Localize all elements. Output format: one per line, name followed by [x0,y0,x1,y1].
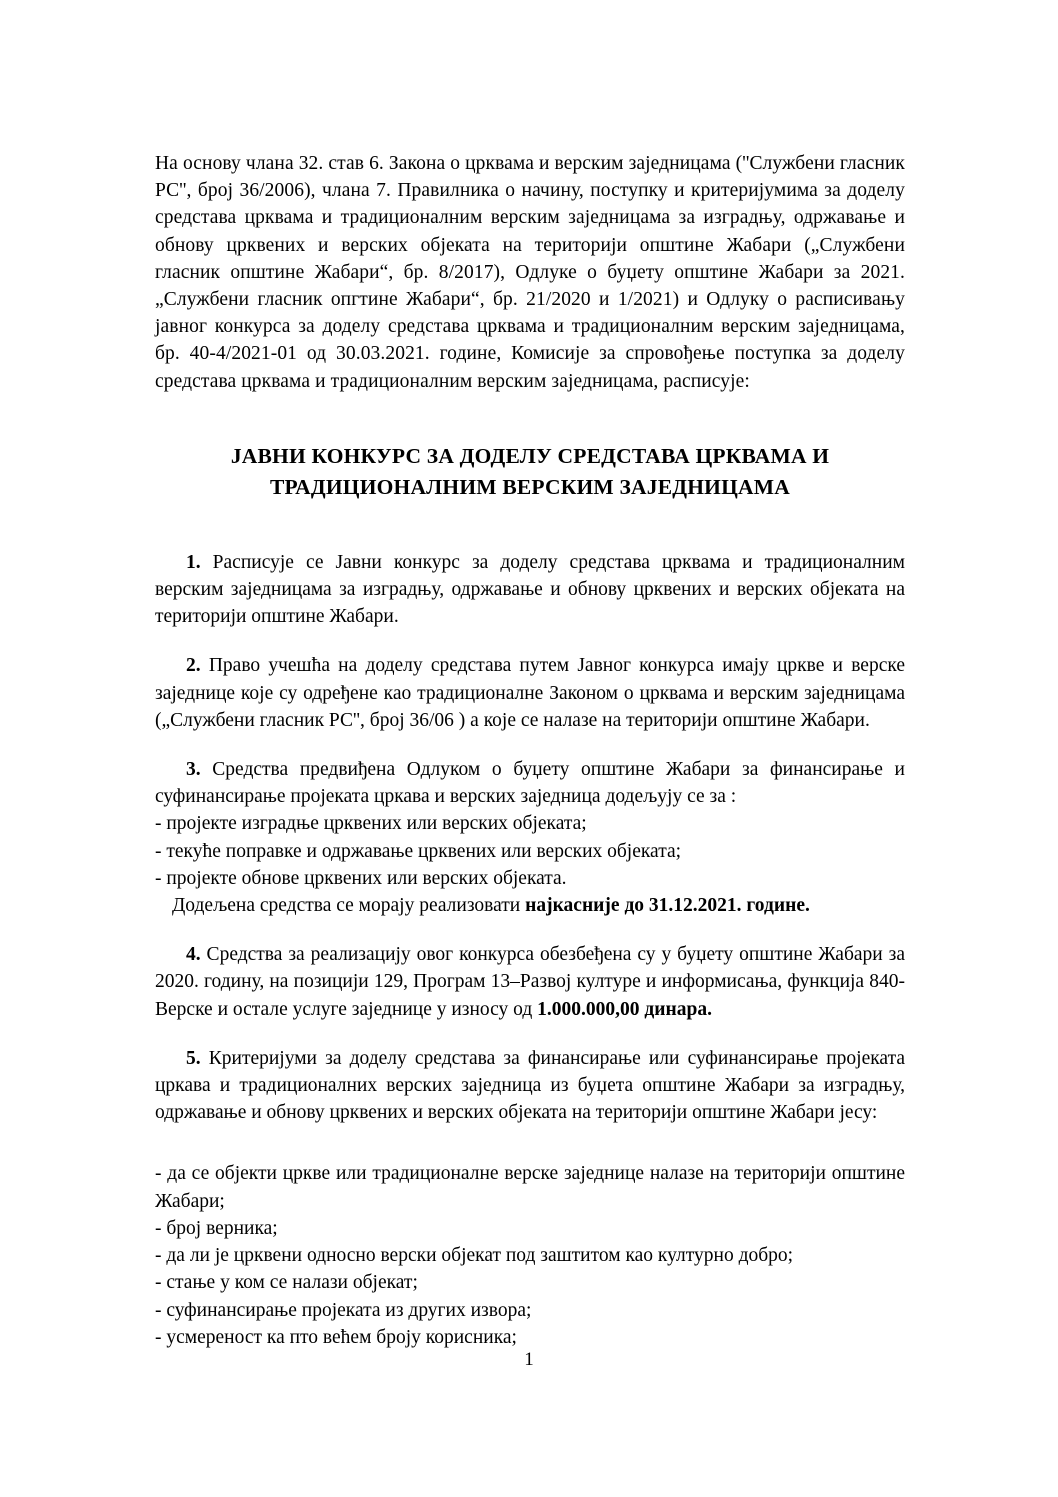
page-title [155,441,905,503]
list-item: - пројекте обнове црквених или верских објеката. [155,867,567,889]
spacer-after-title [155,503,905,549]
criteria-item: - усмереност ка пто већем броју корисника; [155,1326,517,1348]
section-3 [155,756,905,810]
spacer-before-criteria [155,1126,905,1160]
page-number: 1 [524,1349,534,1370]
spacer-2-3 [155,734,905,756]
document-body [155,150,905,1351]
criteria-item: - број верника; [155,1217,278,1239]
spacer-1-2 [155,630,905,652]
section-3-deadline: најкасније до 31.12.2021. године. [525,895,810,917]
section-3-text: Средства предвиђена Одлуком о буџету општине Жабари за финансирање и суфинансирање пројеката цркава и верских заједница додељују се за : [155,759,905,808]
section-4-text: Средства за реализацију овог конкурса обезбеђена су у буџету општине Жабари за 2020. годину, на позицији 129, Програм 13–Развој културе и информисања, функција 840-Верске и остале услуге заједнице у износу од [155,944,905,1020]
spacer-3-4 [155,919,905,941]
section-5-number: 5. [186,1047,201,1069]
section-4-number: 4. [186,944,201,966]
criteria-item: - да ли је црквени односно верски објекат под заштитом као културно добро; [155,1245,794,1267]
criteria-item: - суфинансирање пројеката из других извора; [155,1299,532,1321]
section-4-amount: 1.000.000,00 динара. [537,998,712,1020]
section-1-text: Расписује се Јавни конкурс за доделу средстава црквама и традиционалним верским заједницама за изградњу, одржавање и обнову црквених и верских објеката на територији општине Жабари. [155,551,905,628]
page-title-line-2: ТРАДИЦИОНАЛНИМ ВЕРСКИМ ЗАЈЕДНИЦАМА [270,474,790,499]
section-2-text: Право учешћа на доделу средстава путем Јавног конкурса имају цркве и верске заједнице које су одређене као традиционалне Законом о црквама и верским заједницама („Службени гласник РС'', број 36/06 ) а које се налазе на територији општине Жабари. [155,655,905,731]
section-5-text: Критеријуми за доделу средстава за финансирање или суфинансирање пројеката цркава и традиционалних верских заједница из буџета општине Жабари за изградњу, одржавање и обнову црквених и верских објеката на територији општине Жабари јесу: [155,1047,905,1124]
section-2-number: 2. [186,655,201,677]
section-3-closing-prefix: Додељена средства се морају реализовати [172,895,526,917]
list-item: - пројекте изградње црквених или верских објеката; [155,813,587,835]
section-1 [155,549,905,631]
section-1-number: 1. [186,551,201,573]
section-2 [155,652,905,734]
criteria-item: - да се објекти цркве или традиционалне верске заједнице налазе на територији општине Жабари; [155,1163,905,1212]
spacer-before-title [155,395,905,441]
criteria-item: - стање у ком се налази објекат; [155,1272,418,1294]
section-5 [155,1045,905,1127]
section-3-closing [155,892,905,919]
list-item: - текуће поправке и одржавање црквених или верских објеката; [155,840,682,862]
section-3-number: 3. [186,759,201,781]
page-title-line-1: ЈАВНИ КОНКУРС ЗА ДОДЕЛУ СРЕДСТАВА ЦРКВАМА И [230,443,830,468]
preamble-paragraph: На основу члана 32. став 6. Закона о црквама и верским заједницама (''Службени гласник РС'', број 36/2006), члана 7. Правилника о начину, поступку и критеријумима за доделу средстава црквама и традиционалним верским заједницама за изградњу, одржавање и обнову црквених и верских објеката на територији општине Жабари („Службени гласник општине Жабари“, бр. 8/2017), Одлуке о буџету општине Жабари за 2021. „Службени гласник опгтине Жабари“, бр. 21/2020 и 1/2021) и Одлуку о расписивању јавног конкурса за доделу средстава црквама и традиционалним верским заједницама, бр. 40-4/2021-01 од 30.03.2021. године, Комисије за спровођење поступка за доделу средстава црквама и традиционалним верским заједницама, расписује: [155,153,905,392]
section-4 [155,941,905,1023]
spacer-4-5 [155,1023,905,1045]
